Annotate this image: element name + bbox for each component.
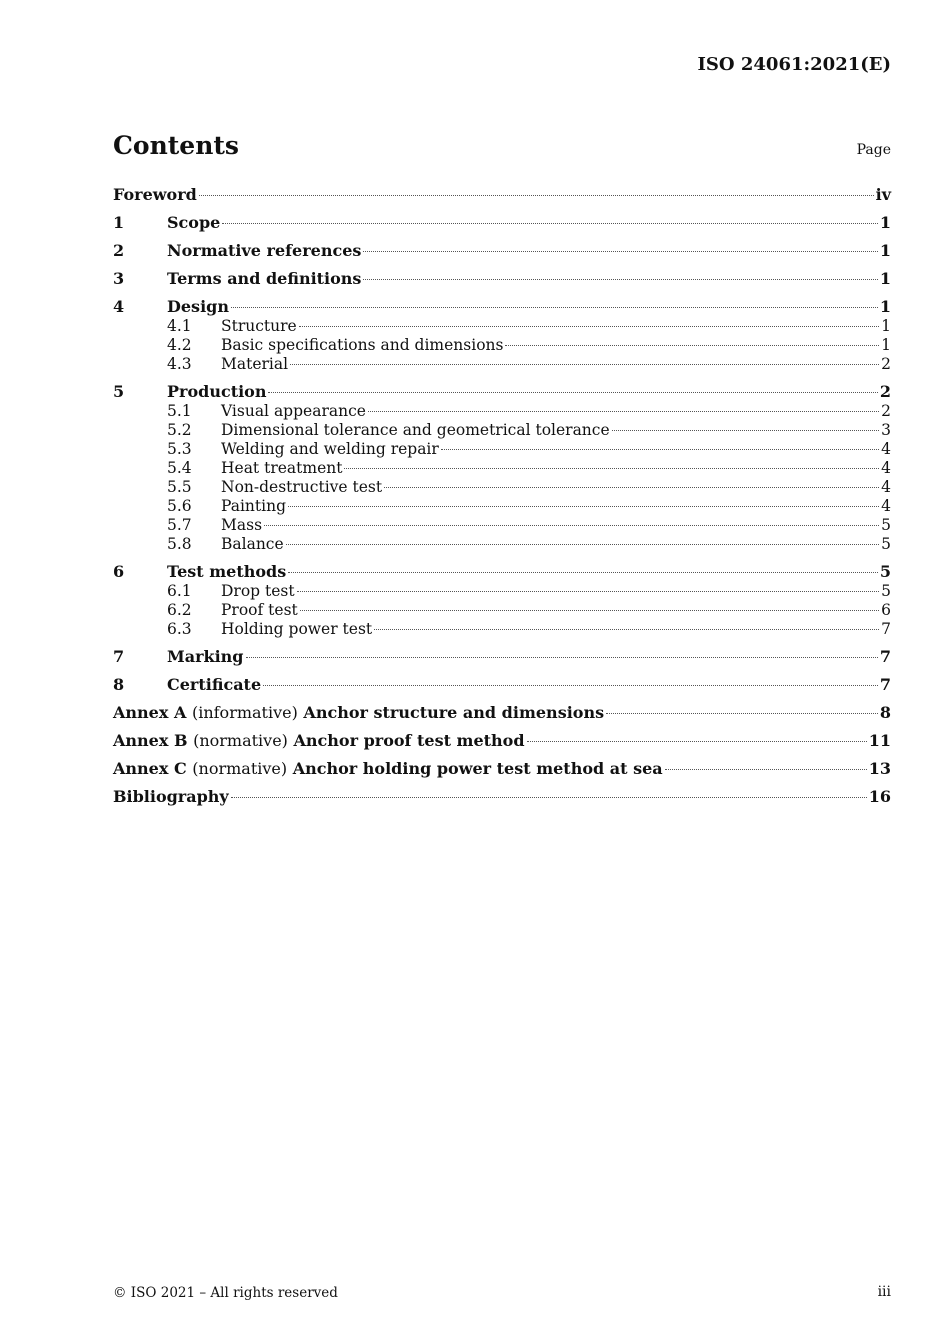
toc-subentry[interactable] — [113, 497, 891, 516]
toc-number: 6.3 — [167, 620, 192, 638]
toc-number: 2 — [113, 241, 125, 260]
annex-title: Anchor holding power test method at sea — [292, 759, 663, 778]
toc-title: Painting — [221, 497, 287, 515]
toc-subentry[interactable] — [113, 421, 891, 440]
toc-number: 4.1 — [167, 317, 192, 335]
toc-entry-normative-references[interactable] — [113, 241, 891, 261]
toc-subentry[interactable] — [113, 355, 891, 374]
toc-title: Non-destructive test — [221, 478, 383, 496]
toc-subentry[interactable] — [113, 440, 891, 459]
toc-title: Heat treatment — [221, 459, 343, 477]
toc-number: 6.1 — [167, 582, 192, 600]
toc-subentry[interactable] — [113, 317, 891, 336]
toc-title: Foreword — [113, 185, 197, 204]
dot-leader — [606, 712, 878, 714]
toc-entry-terms-and-definitions[interactable] — [113, 269, 891, 289]
toc-subentry[interactable] — [113, 516, 891, 535]
dot-leader — [286, 543, 879, 545]
toc-title: Material — [221, 355, 289, 373]
toc-subentry[interactable] — [113, 402, 891, 421]
annex-label: Annex B — [113, 731, 188, 750]
toc-entry-certificate[interactable] — [113, 675, 891, 695]
toc-entry-foreword[interactable] — [113, 185, 891, 205]
toc-page: 4 — [881, 459, 891, 477]
dot-leader — [441, 448, 879, 450]
toc-entry-bibliography[interactable] — [113, 787, 891, 807]
dot-leader — [368, 410, 879, 412]
toc-number: 6.2 — [167, 601, 192, 619]
toc-title: Terms and definitions — [167, 269, 362, 288]
toc-entry-design[interactable] — [113, 297, 891, 317]
dot-leader — [231, 306, 878, 308]
dot-leader — [300, 609, 879, 611]
dot-leader — [612, 429, 879, 431]
toc-title: Visual appearance — [221, 402, 366, 420]
toc-title: Welding and welding repair — [221, 440, 439, 458]
toc-number: 6 — [113, 562, 125, 581]
dot-leader — [246, 656, 878, 658]
toc-page: 4 — [881, 440, 891, 458]
toc-number: 4.3 — [167, 355, 192, 373]
toc-number: 5.6 — [167, 497, 192, 515]
dot-leader — [264, 524, 879, 526]
toc-number: 5.8 — [167, 535, 192, 553]
toc-title — [113, 703, 604, 723]
annex-title: Anchor structure and dimensions — [303, 703, 605, 722]
toc-page: 8 — [879, 703, 891, 722]
dot-leader — [299, 325, 879, 327]
toc-page: 1 — [879, 269, 891, 288]
toc-number: 5.3 — [167, 440, 192, 458]
toc-title: Balance — [221, 535, 284, 553]
dot-leader — [297, 590, 880, 592]
toc-page: 5 — [881, 582, 891, 600]
toc-page: 3 — [881, 421, 891, 439]
toc-page: 2 — [879, 382, 891, 401]
toc-entry-scope[interactable] — [113, 213, 891, 233]
toc-title: Basic specifications and dimensions — [221, 336, 504, 354]
toc-subentry[interactable] — [113, 620, 891, 639]
page-title: Contents — [113, 131, 240, 160]
toc-title: Certificate — [167, 675, 262, 694]
dot-leader — [505, 344, 879, 346]
toc-entry-production[interactable] — [113, 382, 891, 402]
toc-page: 2 — [881, 402, 891, 420]
toc-title: Dimensional tolerance and geometrical tolerance — [221, 421, 610, 439]
toc-entry-annex-b[interactable] — [113, 731, 891, 751]
toc-number: 7 — [113, 647, 125, 666]
dot-leader — [527, 740, 867, 742]
toc-subentry[interactable] — [113, 336, 891, 355]
toc-page: 1 — [879, 297, 891, 316]
toc-page: iv — [875, 185, 891, 204]
toc-number: 3 — [113, 269, 125, 288]
toc-page: 7 — [881, 620, 891, 638]
dot-leader — [363, 250, 877, 252]
toc-title: Holding power test — [221, 620, 373, 638]
toc-title: Scope — [167, 213, 221, 232]
toc-entry-test-methods[interactable] — [113, 562, 891, 582]
toc-page: 16 — [868, 787, 891, 806]
dot-leader — [665, 768, 867, 770]
toc-number: 5.4 — [167, 459, 192, 477]
dot-leader — [374, 628, 879, 630]
toc-page: 11 — [868, 731, 891, 750]
toc-title: Production — [167, 382, 267, 401]
toc-page: 13 — [868, 759, 891, 778]
toc-entry-annex-a[interactable] — [113, 703, 891, 723]
copyright-notice: © ISO 2021 – All rights reserved — [113, 1285, 338, 1301]
table-of-contents — [113, 185, 891, 807]
toc-page: 7 — [879, 675, 891, 694]
toc-number: 5.1 — [167, 402, 192, 420]
toc-page: 2 — [881, 355, 891, 373]
toc-subentry[interactable] — [113, 535, 891, 554]
toc-page: 1 — [881, 336, 891, 354]
dot-leader — [231, 796, 867, 798]
page-column-label: Page — [856, 142, 891, 158]
dot-leader — [344, 467, 879, 469]
document-id: ISO 24061:2021(E) — [697, 54, 891, 75]
toc-title: Structure — [221, 317, 297, 335]
dot-leader — [288, 571, 878, 573]
dot-leader — [384, 486, 879, 488]
toc-subentry[interactable] — [113, 601, 891, 620]
toc-page: 5 — [879, 562, 891, 581]
annex-label: Annex A — [113, 703, 187, 722]
dot-leader — [268, 391, 877, 393]
toc-number: 8 — [113, 675, 125, 694]
toc-page: 6 — [881, 601, 891, 619]
toc-page: 1 — [881, 317, 891, 335]
toc-page: 1 — [879, 241, 891, 260]
toc-title: Normative references — [167, 241, 362, 260]
toc-page: 4 — [881, 478, 891, 496]
toc-subentry[interactable] — [113, 478, 891, 497]
dot-leader — [222, 222, 878, 224]
toc-entry-marking[interactable] — [113, 647, 891, 667]
toc-number: 5.2 — [167, 421, 192, 439]
toc-title: Bibliography — [113, 787, 229, 806]
toc-page: 5 — [881, 516, 891, 534]
toc-title: Proof test — [221, 601, 298, 619]
toc-title — [113, 759, 663, 779]
dot-leader — [199, 194, 874, 196]
toc-title: Drop test — [221, 582, 295, 600]
toc-number: 1 — [113, 213, 125, 232]
toc-title: Test methods — [167, 562, 287, 581]
dot-leader — [288, 505, 879, 507]
annex-kind: (normative) — [192, 759, 288, 778]
annex-label: Annex C — [113, 759, 187, 778]
dot-leader — [263, 684, 878, 686]
toc-page: 7 — [879, 647, 891, 666]
toc-entry-annex-c[interactable] — [113, 759, 891, 779]
toc-number: 5.5 — [167, 478, 192, 496]
annex-title: Anchor proof test method — [293, 731, 525, 750]
toc-number: 4.2 — [167, 336, 192, 354]
toc-page: 4 — [881, 497, 891, 515]
dot-leader — [363, 278, 877, 280]
annex-kind: (informative) — [191, 703, 298, 722]
toc-subentry[interactable] — [113, 459, 891, 478]
annex-kind: (normative) — [193, 731, 288, 750]
toc-subentry[interactable] — [113, 582, 891, 601]
toc-number: 5 — [113, 382, 125, 401]
toc-title: Mass — [221, 516, 263, 534]
toc-page: 5 — [881, 535, 891, 553]
toc-number: 4 — [113, 297, 125, 316]
toc-page: 1 — [879, 213, 891, 232]
toc-number: 5.7 — [167, 516, 192, 534]
toc-title: Design — [167, 297, 229, 316]
toc-title — [113, 731, 525, 751]
dot-leader — [290, 363, 879, 365]
toc-title: Marking — [167, 647, 244, 666]
page-number: iii — [877, 1284, 891, 1300]
